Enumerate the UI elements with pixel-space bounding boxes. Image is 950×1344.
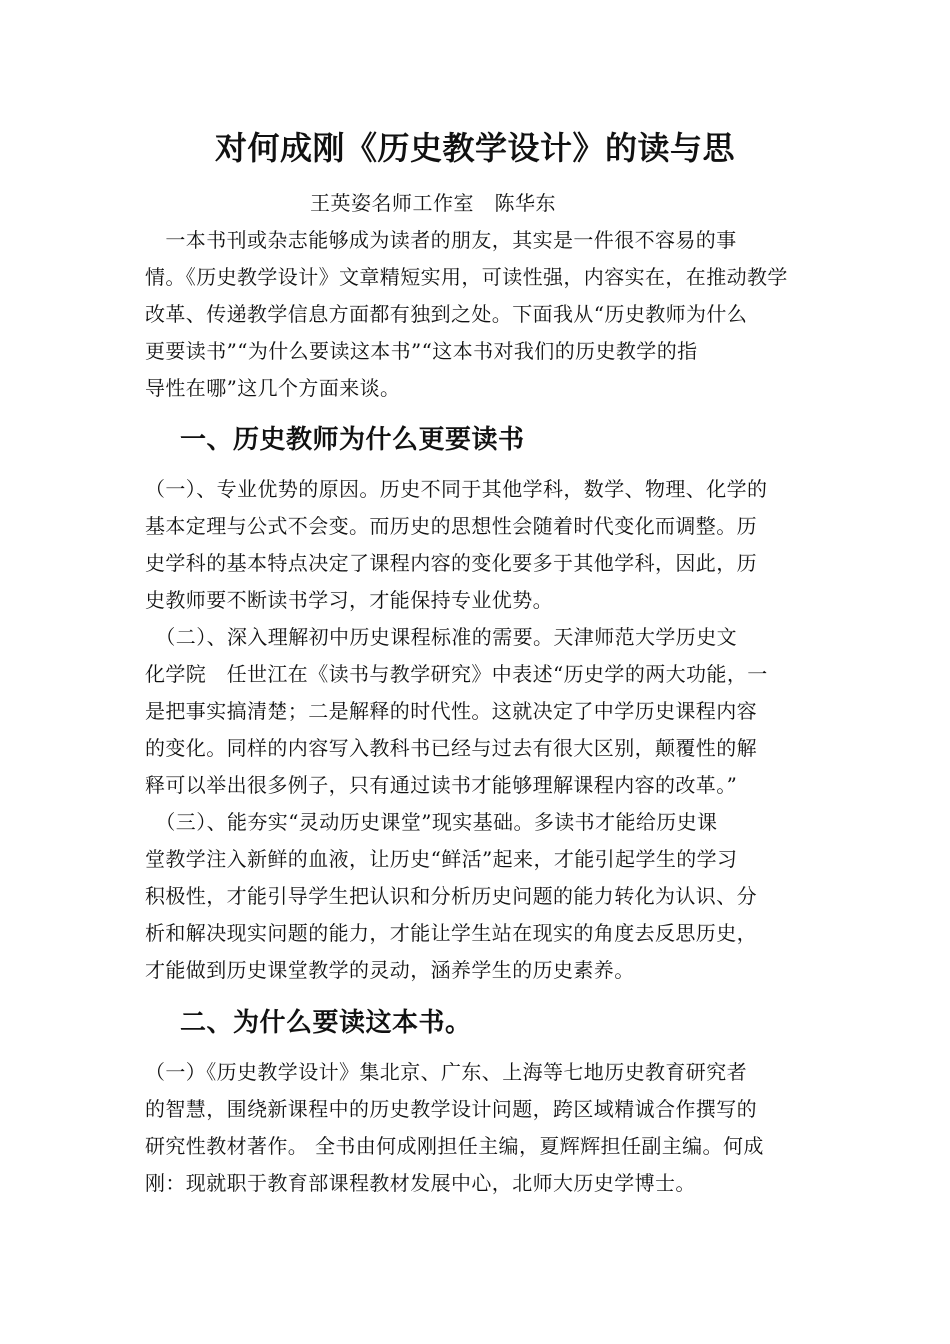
section2-paragraph-1 xyxy=(145,1054,810,1202)
paragraph-line: 积极性，才能引导学生把认识和分析历史问题的能力转化为认识、分 xyxy=(145,884,757,908)
intro-paragraph xyxy=(145,222,810,407)
paragraph-line: 是把事实搞清楚；二是解释的时代性。这就决定了中学历史课程内容 xyxy=(145,699,757,723)
document-title: 对何成刚《历史教学设计》的读与思 xyxy=(214,129,735,167)
paragraph-line: 刚：现就职于教育部课程教材发展中心，北师大历史学博士。 xyxy=(145,1171,696,1195)
intro-line: 情。《历史教学设计》文章精短实用，可读性强，内容实在，在推动教学 xyxy=(145,265,788,289)
paragraph-line: 的变化。同样的内容写入教科书已经与过去有很大区别，颠覆性的解 xyxy=(145,736,757,760)
intro-line: 改革、传递教学信息方面都有独到之处。下面我从“历史教师为什么 xyxy=(145,302,748,326)
paragraph-line: 史教师要不断读书学习，才能保持专业优势。 xyxy=(145,588,553,612)
section1-paragraph-3 xyxy=(145,804,810,989)
intro-line: 更要读书”“为什么要读这本书”“这本书对我们的历史教学的指 xyxy=(145,339,698,363)
section1-paragraph-2 xyxy=(145,619,810,804)
intro-line: 一本书刊或杂志能够成为读者的朋友，其实是一件很不容易的事 xyxy=(145,228,737,252)
author-line: 王英姿名师工作室 陈华东 xyxy=(310,191,556,215)
paragraph-line: 释可以举出很多例子，只有通过读书才能够理解课程内容的改革。” xyxy=(145,773,738,797)
section1-paragraph-1 xyxy=(145,471,810,619)
paragraph-line: 的智慧，围绕新课程中的历史教学设计问题，跨区域精诚合作撰写的 xyxy=(145,1097,757,1121)
paragraph-line: 才能做到历史课堂教学的灵动，涵养学生的历史素养。 xyxy=(145,958,635,982)
paragraph-line: 史学科的基本特点决定了课程内容的变化要多于其他学科，因此，历 xyxy=(145,551,757,575)
section-heading-2: 二、为什么要读这本书。 xyxy=(180,1008,472,1038)
paragraph-line: 基本定理与公式不会变。而历史的思想性会随着时代变化而调整。历 xyxy=(145,514,757,538)
paragraph-line: 化学院 任世江在《读书与教学研究》中表述“历史学的两大功能，一 xyxy=(145,662,768,686)
paragraph-line: （二）、深入理解初中历史课程标准的需要。天津师范大学历史文 xyxy=(145,625,737,649)
paragraph-line: （一）、专业优势的原因。历史不同于其他学科，数学、物理、化学的 xyxy=(145,477,768,501)
intro-line: 导性在哪”这几个方面来谈。 xyxy=(145,376,401,400)
paragraph-line: （三）、能夯实“灵动历史课堂”现实基础。多读书才能给历史课 xyxy=(145,810,718,834)
paragraph-line: （一）《历史教学设计》集北京、广东、上海等七地历史教育研究者 xyxy=(145,1060,747,1084)
section-heading-1: 一、历史教师为什么更要读书 xyxy=(180,425,525,455)
paragraph-line: 堂教学注入新鲜的血液，让历史“鲜活”起来，才能引起学生的学习 xyxy=(145,847,738,871)
paragraph-line: 研究性教材著作。 全书由何成刚担任主编，夏辉辉担任副主编。何成 xyxy=(145,1134,764,1158)
paragraph-line: 析和解决现实问题的能力，才能让学生站在现实的角度去反思历史， xyxy=(145,921,757,945)
